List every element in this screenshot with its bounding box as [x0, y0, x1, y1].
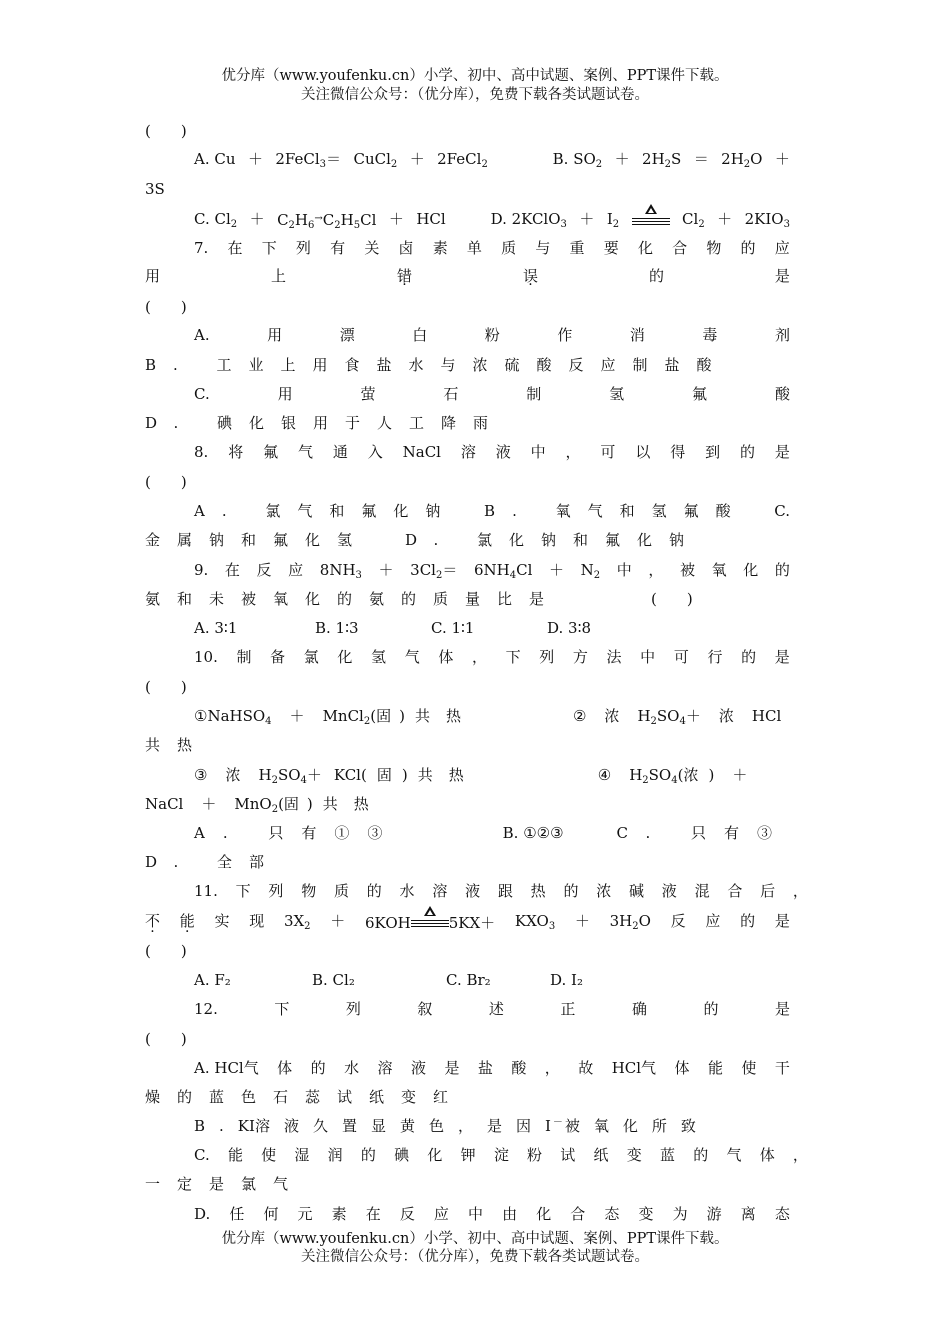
q11-option-c: C. Br₂ [446, 971, 491, 989]
q6-option-b-end: 3S [145, 180, 165, 198]
q8-option-b: B. 氧气和氢氟酸 [484, 502, 748, 520]
q11-option-a: A. F₂ [194, 971, 231, 989]
q10-option-a: A. 只有①③ [194, 824, 401, 842]
q9-stem-line-1: 9. 在 反 应 $8NH_3$ ＋ $3Cl_2=$ $6NH_4Cl$ ＋ $N_2$ 中 ， 被 氧 化 的 [194, 561, 790, 581]
q9-options [194, 619, 790, 637]
q9-option-d: D. 3∶8 [547, 619, 592, 637]
q10-option-c: C. 只有③ [616, 824, 790, 842]
q12-option-c-line-1: C. 能 使 湿 润 的 碘 化 钾 淀 粉 试 纸 变 蓝 的 气 体 ， [194, 1146, 808, 1164]
q12-option-a-line-1: A. HCl气 体 的 水 溶 液 是 盐 酸 ， 故 HCl气 体 能 使 干 [194, 1059, 790, 1077]
q8-options-c-d: 金属钠和氟化氢 D. 氯化钠和氟化钠 [145, 531, 702, 549]
page-header-line-2: 关注微信公众号：（优分库），免费下载各类试题试卷。 [301, 87, 649, 103]
page-footer-line-2: 关注微信公众号：（优分库），免费下载各类试题试卷。 [301, 1249, 649, 1265]
q12-paren: ( ) [145, 1030, 187, 1048]
q11-paren: ( ) [145, 942, 187, 960]
q10-option-b: B. ①②③ [502, 824, 564, 842]
q11-stem-line-2: 不 · 能 · 实 现 $3X_2$ ＋ 6KOH 5KX＋ $KXO_3$ ＋ $3H_2O$ 反 应 的 是 [145, 912, 790, 932]
q9-option-a: A. 3∶1 [194, 619, 238, 637]
page-footer-line-1: 优分库（www.youfenku.cn）小学、初中、高中试题、案例、PPT课件下载。 [221, 1231, 729, 1247]
q11-option-b: B. Cl₂ [312, 971, 355, 989]
heat-condition-icon-2 [411, 912, 449, 930]
q9-option-c: C. 1∶1 [431, 619, 475, 637]
q6-option-a: A. Cu ＋ 2FeCl$_3$＝ CuCl$_2$ ＋ 2FeCl$_2$ B. $SO_2$ ＋ $2H_2S$ ＝ $2H_2O$ ＋ [194, 150, 790, 170]
q7-option-c: C. 用 萤 石 制 氢 氟 酸 [194, 385, 790, 403]
q10-option-d: D. 全部 [145, 853, 282, 871]
q10-method-1-2: ①NaHSO$_4$ ＋ MnCl$_2$(固 ) 共热 ② 浓 $H_2SO_4+$ 浓 HCl [194, 707, 782, 727]
q9-paren: ( ) [651, 590, 693, 608]
q8-option-d: D. 氯化钠和氟化钠 [405, 531, 702, 549]
q7-option-d: D. 碘化银用于人工降雨 [145, 414, 506, 432]
q8-option-a: A. 氯气和氟化钠 [194, 502, 458, 520]
q12-option-b: B.KI溶液久置显黄色，是因I－被氧化所致 [194, 1117, 710, 1135]
q10-paren: ( ) [145, 678, 187, 696]
q10-method-2-end: 共热 [145, 736, 210, 754]
q6-paren: ( ) [145, 122, 187, 140]
q8-paren: ( ) [145, 473, 187, 491]
q7-stem-line-2: 用 上 错 · 误 · 的 是 [145, 267, 790, 285]
q11-stem-line-1: 11. 下 列 物 质 的 水 溶 液 跟 热 的 浓 碱 液 混 合 后 ， [194, 882, 808, 900]
q10-method-4-end: NaCl ＋ MnO$_2$(固 ) 共热 [145, 795, 385, 815]
q9-option-b: B. 1∶3 [315, 619, 359, 637]
q7-option-b: B. 工业上用食盐水与浓硫酸反应制盐酸 [145, 356, 729, 374]
q10-options [194, 824, 790, 842]
q9-stem-line-2: 氨和未被氧化的氨的质量比是 ( ) [145, 590, 693, 608]
q10-method-3-4: ③ 浓 $H_2SO_4+$ KCl( 固 ) 共热 ④ $H_2SO_4$(浓 ) ＋ [194, 766, 748, 786]
page-header-line-1: 优分库（www.youfenku.cn）小学、初中、高中试题、案例、PPT课件下载。 [221, 68, 729, 84]
q8-stem: 8. 将 氟 气 通 入 NaCl 溶 液 中 ， 可 以 得 到 的 是 [194, 443, 790, 461]
q12-option-a-line-2: 燥的蓝色石蕊试纸变红 [145, 1088, 466, 1106]
q8-options-a-b: A. 氯气和氟化钠 B. 氧气和氢氟酸 C. [194, 502, 790, 520]
q6-options-c-d: C. $Cl_2$ ＋ $C_2H_6^\to C_2H_5Cl$ ＋ HCl D. 2KClO$_3$ ＋ $I_2$ $Cl_2$ ＋ $2KIO_3$ [194, 210, 790, 229]
q7-stem-line-1: 7. 在 下 列 有 关 卤 素 单 质 与 重 要 化 合 物 的 应 [194, 239, 790, 257]
q10-stem: 10. 制 备 氯 化 氢 气 体 ， 下 列 方 法 中 可 行 的 是 [194, 648, 790, 666]
q11-option-d: D. I₂ [550, 971, 583, 989]
q7-option-a: A. 用 漂 白 粉 作 消 毒 剂 [194, 326, 790, 344]
q7-paren: ( ) [145, 298, 187, 316]
q11-options [194, 971, 790, 989]
q12-stem: 12. 下 列 叙 述 正 确 的 是 [194, 1000, 790, 1018]
q12-option-c-line-2: 一定是氯气 [145, 1175, 306, 1193]
q12-option-d: D. 任 何 元 素 在 反 应 中 由 化 合 态 变 为 游 离 态 [194, 1205, 790, 1223]
heat-condition-icon [632, 210, 670, 228]
